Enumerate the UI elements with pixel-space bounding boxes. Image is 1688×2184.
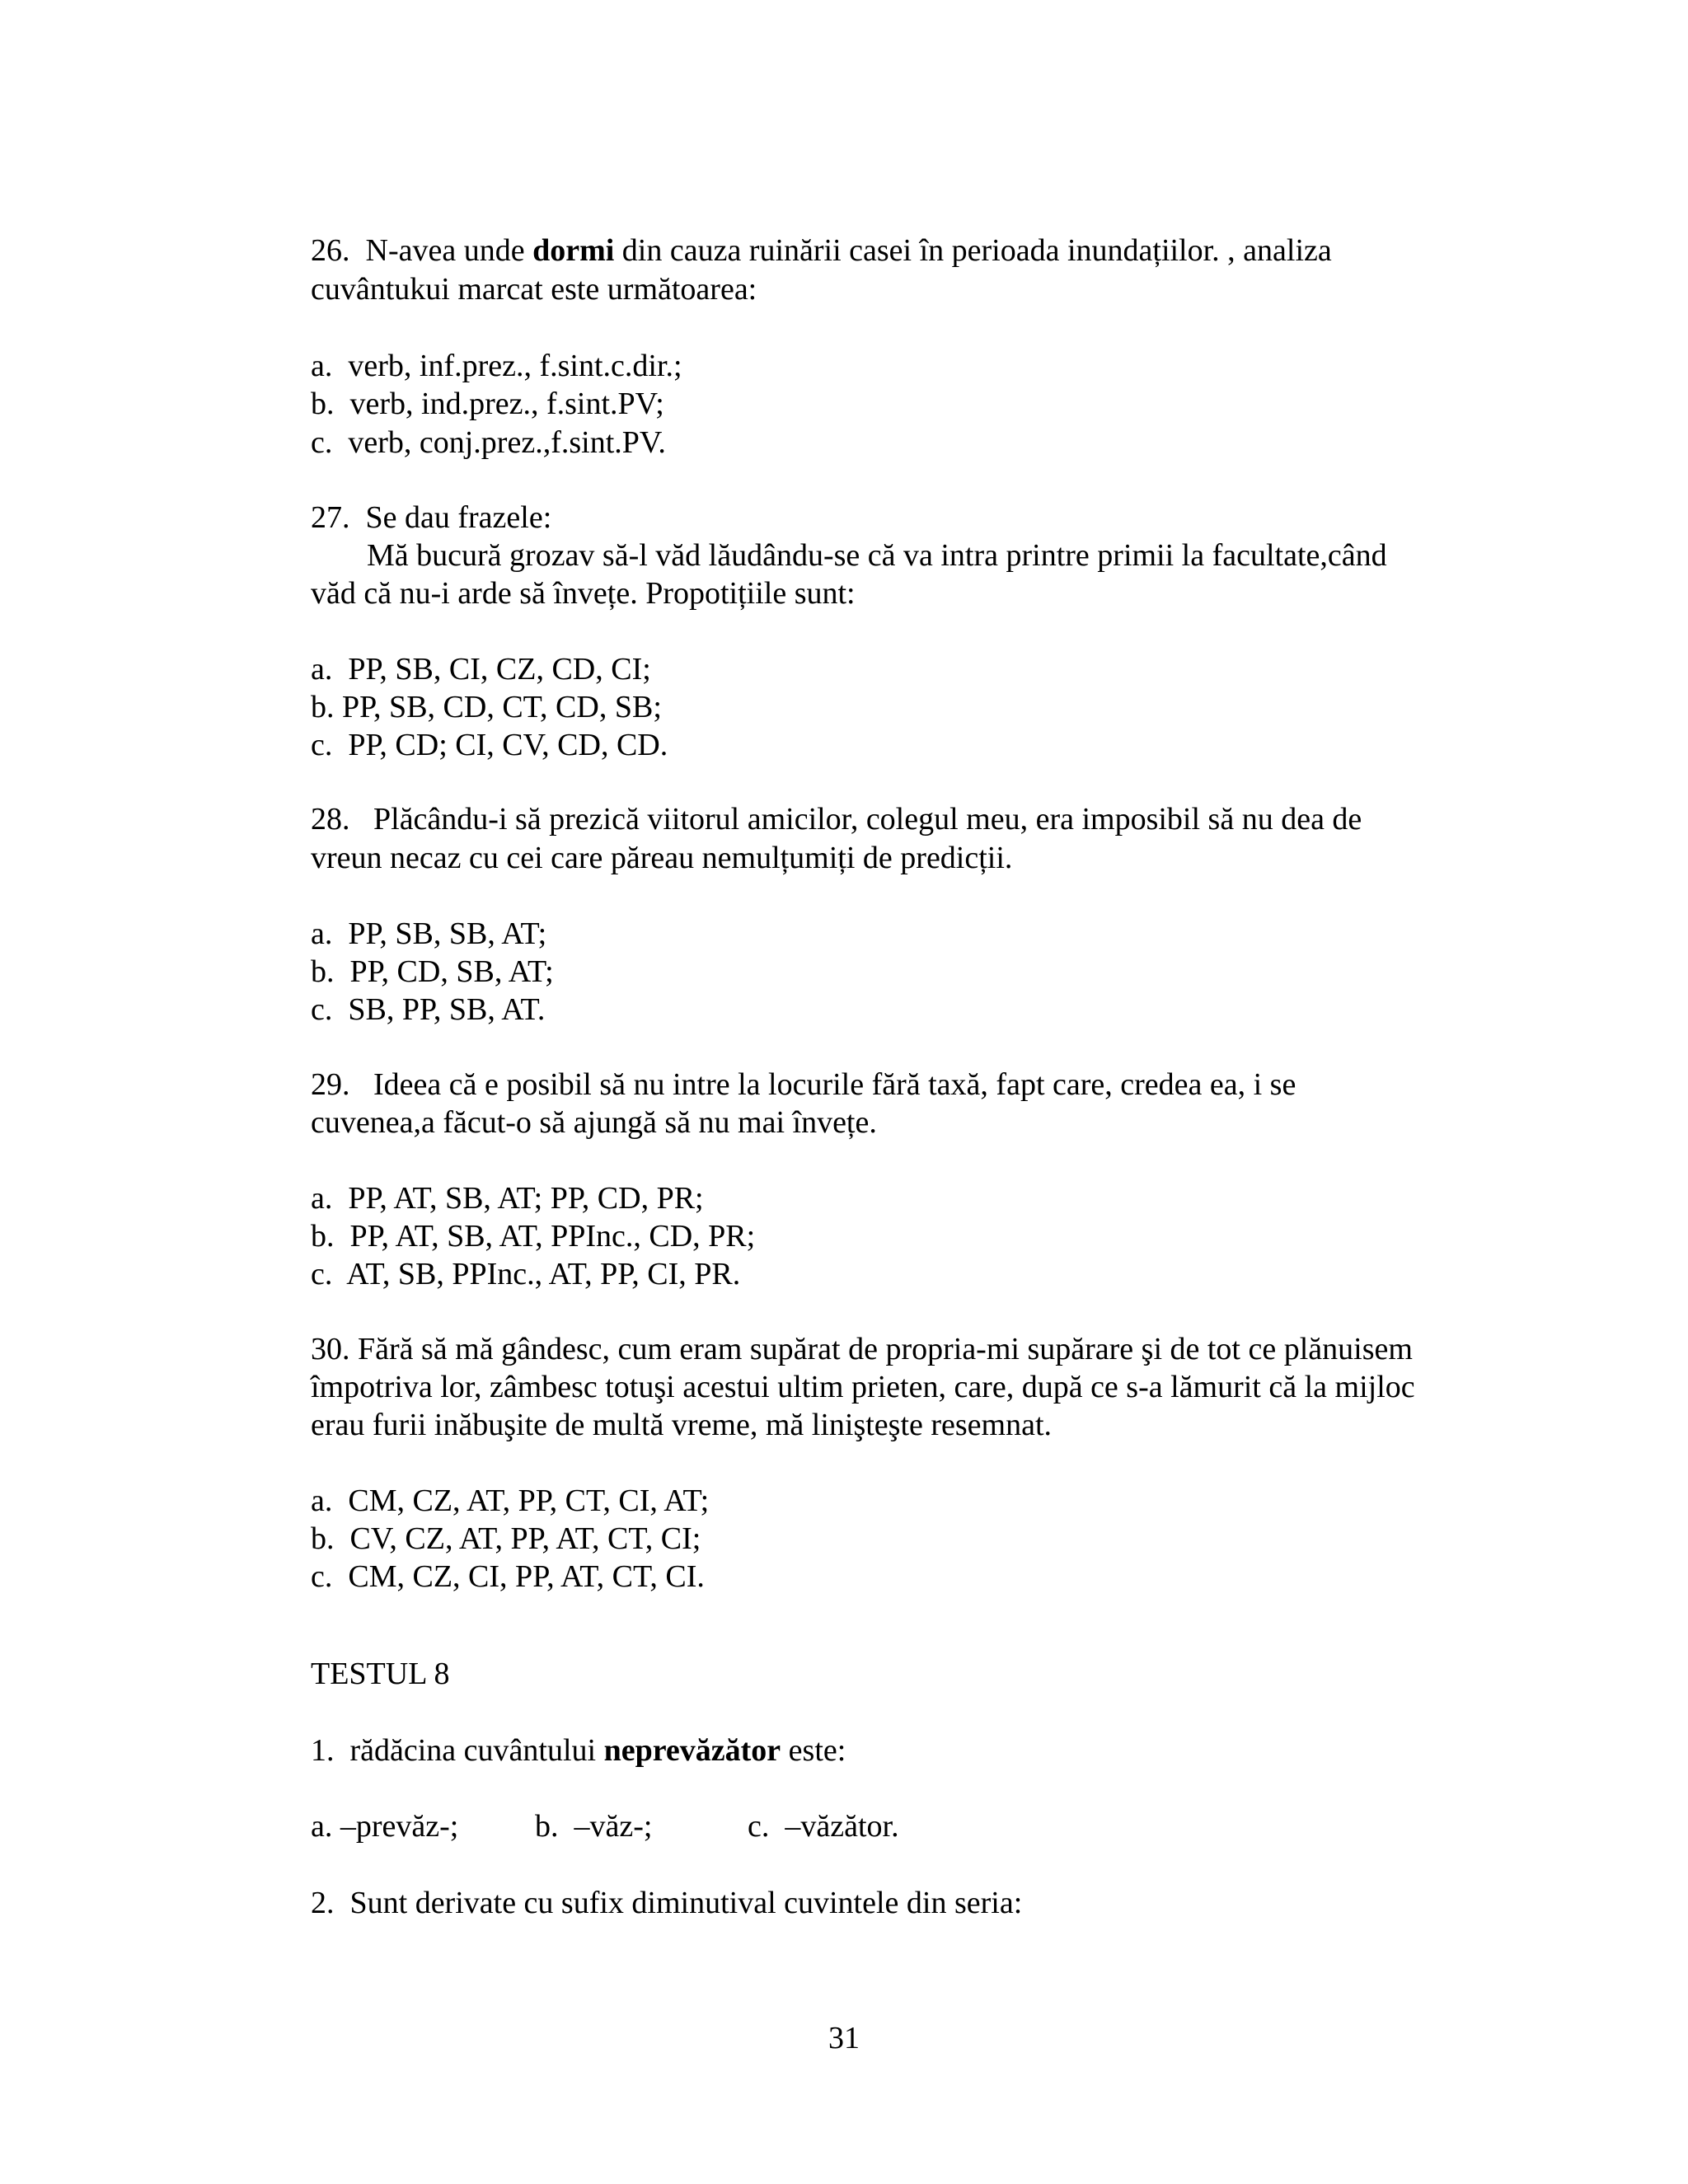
t8-q1-options bbox=[311, 1807, 1135, 1846]
t8-q1-marked-word: neprevăzător bbox=[603, 1733, 781, 1768]
t8-q2-text: 2. Sunt derivate cu sufix diminutival cuvintele din seria: bbox=[311, 1886, 1023, 1920]
q30-option-a: a. CM, CZ, AT, PP, CT, CI, AT; bbox=[311, 1483, 710, 1518]
q30-text-line-1: 30. Fără să mă gândesc, cum eram supărat de propria-mi supărare şi de tot ce plănuisem bbox=[311, 1332, 1413, 1366]
page-number: 31 bbox=[828, 2021, 860, 2055]
q29-option-c: c. AT, SB, PPInc., AT, PP, CI, PR. bbox=[311, 1257, 741, 1291]
section-heading: TESTUL 8 bbox=[311, 1657, 450, 1691]
q28-text-line-1: 28. Plăcându-i să prezică viitorul amicilor, colegul meu, era imposibil să nu dea de bbox=[311, 802, 1362, 837]
t8-q1-option-a: a. –prevăz-; bbox=[311, 1809, 459, 1844]
q27-text-line-2: Mă bucură grozav să-l văd lăudându-se că va intra printre primii la facultate,când bbox=[367, 538, 1387, 573]
q30-text-line-3: erau furii inăbuşite de multă vreme, mă linişteşte resemnat. bbox=[311, 1408, 1053, 1442]
t8-q1-option-b: b. –văz-; bbox=[535, 1809, 653, 1844]
q27-text-line-1: 27. Se dau frazele: bbox=[311, 500, 552, 535]
q29-text-line-1: 29. Ideea că e posibil să nu intre la locurile fără taxă, fapt care, credea ea, i se bbox=[311, 1067, 1296, 1102]
q29-text-line-2: cuvenea,a făcut-o să ajungă să nu mai învețe. bbox=[311, 1105, 877, 1140]
q26-option-c: c. verb, conj.prez.,f.sint.PV. bbox=[311, 425, 666, 460]
q30-text-line-2: împotriva lor, zâmbesc totuşi acestui ultim prieten, care, după ce s-a lămurit că la mijloc bbox=[311, 1370, 1415, 1404]
t8-q1-option-c: c. –văzător. bbox=[748, 1809, 899, 1844]
q27-option-b: b. PP, SB, CD, CT, CD, SB; bbox=[311, 690, 662, 724]
q30-option-c: c. CM, CZ, CI, PP, AT, CT, CI. bbox=[311, 1559, 705, 1594]
q26-text-line-2: cuvântukui marcat este următoarea: bbox=[311, 272, 757, 307]
q28-text-line-2: vreun necaz cu cei care păreau nemulțumiți de predicții. bbox=[311, 841, 1013, 875]
q27-option-a: a. PP, SB, CI, CZ, CD, CI; bbox=[311, 652, 651, 687]
q29-option-a: a. PP, AT, SB, AT; PP, CD, PR; bbox=[311, 1181, 704, 1216]
q28-option-a: a. PP, SB, SB, AT; bbox=[311, 916, 547, 951]
q27-option-c: c. PP, CD; CI, CV, CD, CD. bbox=[311, 728, 668, 762]
t8-q1-text: 1. rădăcina cuvântului neprevăzător este: bbox=[311, 1733, 846, 1768]
q28-option-c: c. SB, PP, SB, AT. bbox=[311, 992, 546, 1027]
q26-text-line-1: 26. N-avea unde dormi din cauza ruinării casei în perioada inundațiilor. , analiza bbox=[311, 233, 1332, 268]
q26-option-a: a. verb, inf.prez., f.sint.c.dir.; bbox=[311, 349, 682, 383]
q27-text-line-3: văd că nu-i arde să învețe. Propotițiile sunt: bbox=[311, 576, 856, 611]
q29-option-b: b. PP, AT, SB, AT, PPInc., CD, PR; bbox=[311, 1219, 756, 1254]
q30-option-b: b. CV, CZ, AT, PP, AT, CT, CI; bbox=[311, 1521, 701, 1556]
q26-marked-word: dormi bbox=[532, 233, 615, 268]
q26-option-b: b. verb, ind.prez., f.sint.PV; bbox=[311, 387, 664, 421]
q28-option-b: b. PP, CD, SB, AT; bbox=[311, 954, 554, 989]
